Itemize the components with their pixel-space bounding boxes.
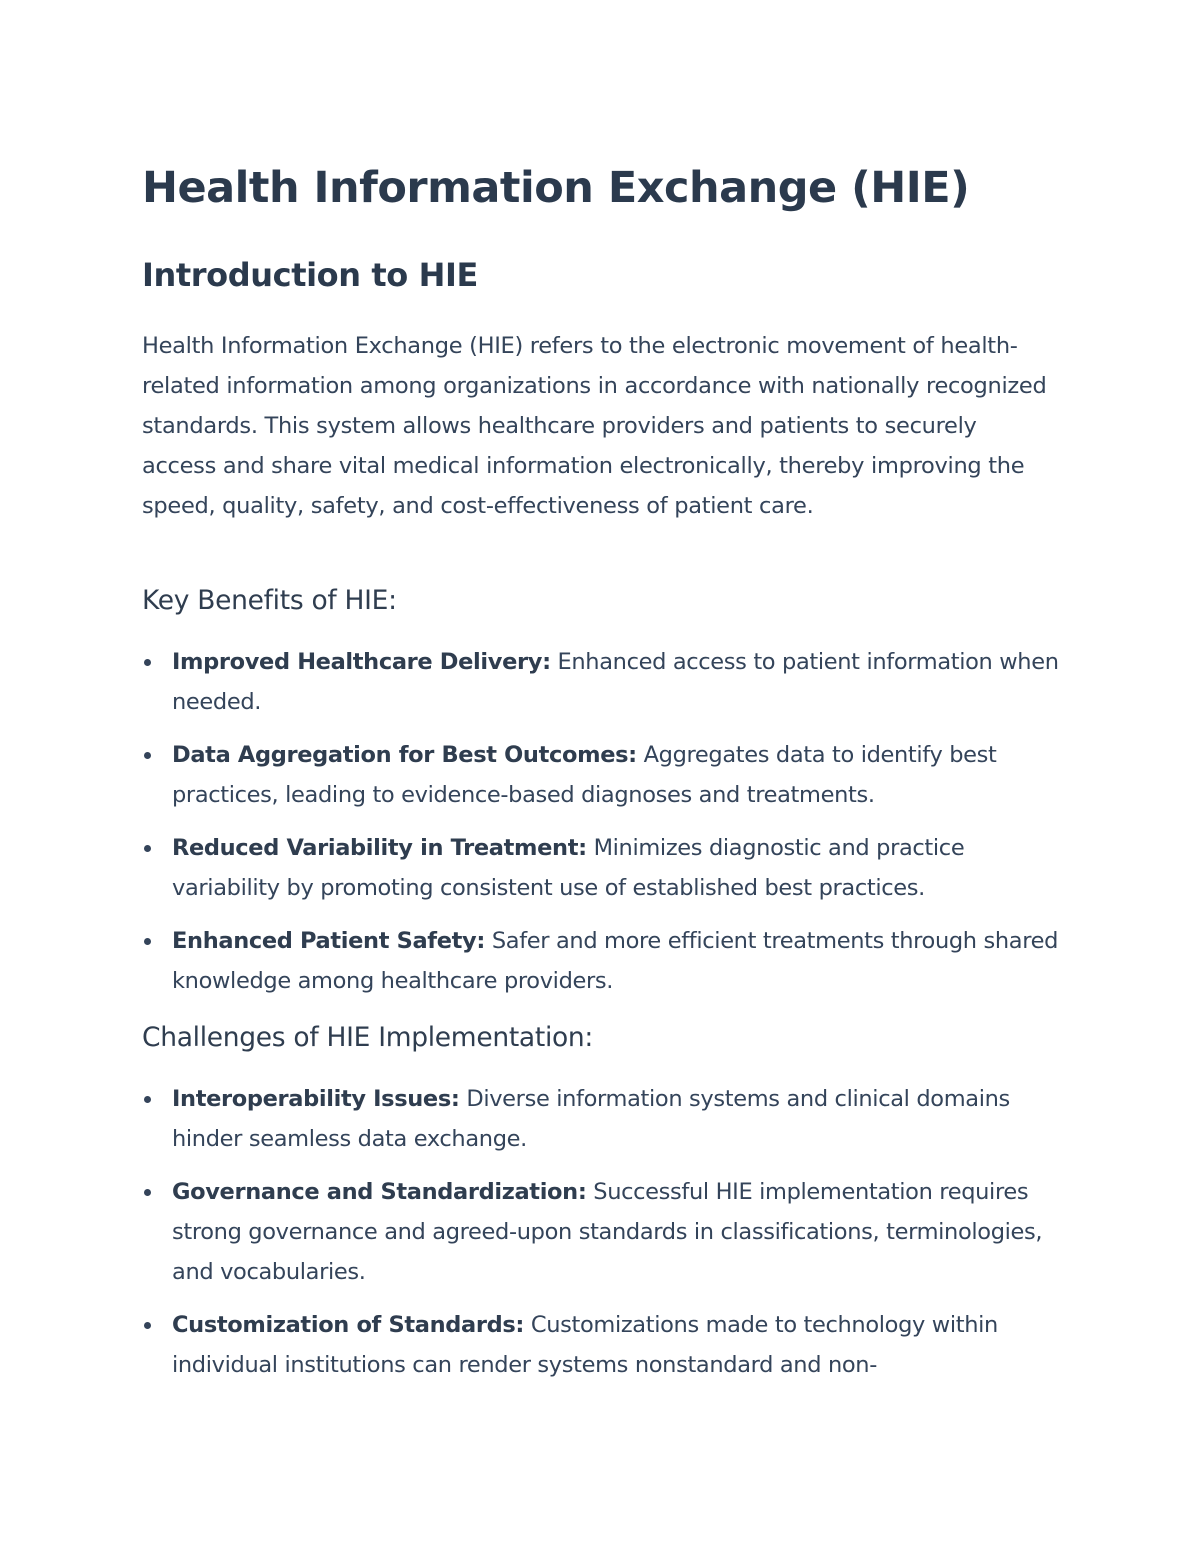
benefit-item (142, 735, 1067, 815)
challenge-term: Interoperability Issues: (172, 1086, 460, 1112)
benefits-list (142, 642, 1067, 1014)
bullet-icon (144, 938, 151, 945)
benefit-item (142, 642, 1067, 722)
benefit-text: Minimizes diagnostic and practice variability by promoting consistent use of established best practices. (172, 835, 965, 901)
benefits-heading: Key Benefits of HIE: (142, 585, 397, 616)
benefit-text: Aggregates data to identify best practices, leading to evidence-based diagnoses and treatments. (172, 742, 997, 808)
bullet-icon (144, 752, 151, 759)
document-title: Health Information Exchange (HIE) (142, 163, 970, 213)
challenge-term: Customization of Standards: (172, 1312, 525, 1338)
benefit-item (142, 828, 1067, 908)
challenge-term: Governance and Standardization: (172, 1179, 587, 1205)
bullet-icon (144, 1189, 151, 1196)
intro-paragraph: Health Information Exchange (HIE) refers to the electronic movement of health-related information among organizations in accordance with nationally recognized standards. This system allows healthcare providers and patients to securely access and share vital medical information electronically, thereby improving the speed, quality, safety, and cost-effectiveness of patient care. (142, 333, 1047, 519)
benefit-term: Reduced Variability in Treatment: (172, 835, 587, 861)
challenge-item (142, 1079, 1067, 1159)
benefit-text: Enhanced access to patient information when needed. (172, 649, 1059, 715)
bullet-icon (144, 1322, 151, 1329)
section-title-introduction: Introduction to HIE (142, 256, 478, 294)
bullet-icon (144, 845, 151, 852)
challenge-text: Diverse information systems and clinical domains hinder seamless data exchange. (172, 1086, 1010, 1152)
challenge-text: Customizations made to technology within individual institutions can render systems nonstandard and non- (172, 1312, 998, 1378)
benefit-text: Safer and more efficient treatments through shared knowledge among healthcare providers. (172, 928, 1059, 994)
benefit-term: Improved Healthcare Delivery: (172, 649, 551, 675)
benefit-term: Data Aggregation for Best Outcomes: (172, 742, 637, 768)
benefit-item (142, 921, 1067, 1001)
challenges-list (142, 1079, 1067, 1398)
challenge-item (142, 1172, 1067, 1292)
challenges-heading: Challenges of HIE Implementation: (142, 1022, 594, 1053)
bullet-icon (144, 1096, 151, 1103)
bullet-icon (144, 659, 151, 666)
benefit-term: Enhanced Patient Safety: (172, 928, 486, 954)
challenge-text: Successful HIE implementation requires strong governance and agreed-upon standards in classifications, terminologies, and vocabularies. (172, 1179, 1043, 1285)
challenge-item (142, 1305, 1067, 1385)
